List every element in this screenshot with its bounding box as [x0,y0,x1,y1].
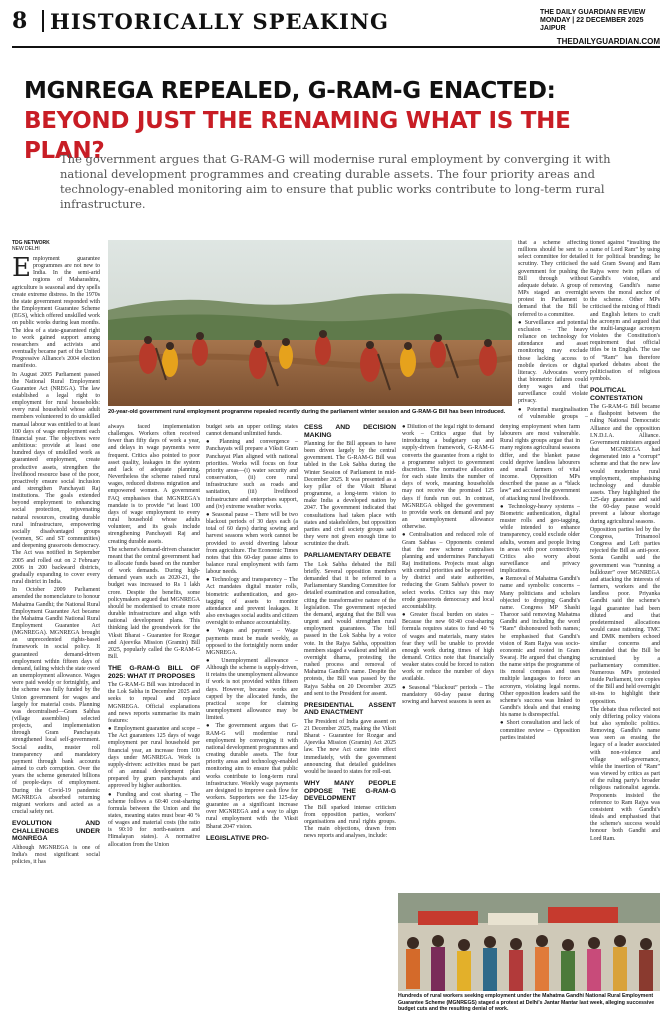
col6-p1: denying employment when farm labourers are most vulnerable. Rural rights groups argue that in many regions agricultural seasons differ, and the blanket pause could deprive landless labourers and small farmers of vital income. Opposition MPs described the pause as a “black law” and accused the government of attacking rural livelihoods. [500,424,580,502]
headline-red: BEYOND JUST THE RENAMING WHAT IS THE PLAN? [24,108,571,164]
col4-subhead-4: WHY MANY PEOPLE OPPOSE THE G-RAM-G DEVELOPMENT [304,780,396,803]
protest-crowd-photo [398,893,660,991]
col2-p2: The scheme's demand-driven character meant that the central government had to allocate funds based on the number of work demands. During high-demand years such as 2020-21, the budget was increased to Rs 1 lakh crore. Despite the benefits, some policymakers argued that MGNREGA should be modernised to create more durable infrastructure and align with national development plans. This thinking laid the groundwork for the Viksit Bharat - Guarantee for Rozgar and Ajeevika Mission (Gramin) Bill 2025, popularly called the G-RAM-G Bill. [108,546,200,660]
column-7-text [518,240,588,420]
col7-p3: ● Potential marginalisation of vulnerable groups – [518,406,588,420]
issue-date: MONDAY | 22 DECEMBER 2025 [540,17,644,24]
col4-p1: Planning for the Bill appears to have been driven largely by the central government. The G-RAM-G Bill was tabled in the Lok Sabha during the Winter Session of Parliament in mid-December 2025. It was presented as a key pillar of the Viksit Bharat programme, a long-term vision to make India a developed nation by 2047. The government indicated that consultations had taken place with states and stakeholders, but opposition parties and civil society groups said they were not given enough time to scrutinize the draft. [304,441,396,548]
col7-p1: that a scheme affecting millions should be sent to a select committee for detailed scrutiny. They criticised the government for pushing the Bill through without adequate debate. A group of MPs staged an overnight protest in Parliament to demand that the Bill be referred to a committee. [518,240,588,318]
byline [12,240,100,252]
col1-subhead: EVOLUTION AND CHALLENGES UNDER MGNREGA [12,820,100,843]
col4-subhead-1: CESS AND DECISION MAKING [304,424,396,439]
page-number: 8 [12,8,28,34]
col8-p2: The G-RAM-G Bill became a flashpoint between the ruling National Democratic Alliance and the opposition I.N.D.I.A. Alliance. Government ministers argued that MGNREGA had degenerated into a “corrupt” scheme and that the new law would modernise rural employment, emphasising technology and durable assets. They highlighted the 125-day guarantee and said the 60-day pause would prevent a labour shortage during agricultural seasons. [590,404,660,525]
byline-place: NEW DELHI [12,246,40,252]
col5-p2: ● Centralisation and reduced role of Gram Sabhas – Opponents contend that the new scheme centralises planning and undermines Panchayati Raj institutions. Projects must align with central priorities and be approved by district and state authorities, reducing the Gram Sabha's power to select works. Critics say this may erode grassroots democracy and local accountability. [402,532,494,610]
column-5 [402,424,494,888]
col4-subhead-3: PRESIDENTIAL ASSENT AND ENACTMENT [304,701,396,717]
col4-subhead-2: PARLIAMENTARY DEBATE [304,552,391,560]
col6-p3: ● Removal of Mahatma Gandhi's name and symbolic concerns – Many politicians and scholars objected to dropping Gandhi's name. Congress MP Shashi Tharoor said removing Mahatma Gandhi and including the word “Ram” dishonoured both names; he emphasised that Gandhi's vision of Ram Rajya was socio-economic and rooted in Gram Swaraj. He argued that changing the name strips the programme of its moral compass and uses multiple languages to force an acronym, violating legal norms. Other opposition leaders said the scheme's success was linked to Gandhi's ideals and that erasing his name is disrespectful. [500,576,580,719]
photo-caption: 20-year-old government rural employment programme repealed recently during the parliament winter session and G-RAM-G Bill has been introduced. [108,409,506,415]
col6-p4: ● Short consultation and lack of committee review – Opposition parties insisted [500,720,580,741]
col2-p3: The G-RAM-G Bill was introduced in the Lok Sabha in December 2025 and seeks to repeal and replace MGNREGA. Official explanations and news reports summarise its main features: [108,682,200,724]
header-rule [12,46,660,48]
col1-p4: Although MGNREGA is one of India's most significant social policies, it has [12,844,100,865]
col5-p1: ● Dilution of the legal right to demand work – Critics argue that by introducing a budgetary cap and supply-driven framework, G-RAM-G converts the guarantee from a right to a programme subject to government discretion. The normative allocation for each state limits the number of days of work, meaning households may not receive the promised 125 days if funds run out. In contrast, MGNREGA obliged the government to provide work on demand and pay an unemployment allowance otherwise. [402,424,494,531]
paper-info [540,9,660,33]
col3-p5: ● Wages and payment – Wage payments must be made weekly, as opposed to the fortnightly norm under MGNREGA. [206,628,298,656]
col3-p4: ● Technology and transparency – The Act mandates digital muster rolls, biometric authentication, and geo-tagging of assets to monitor attendance and prevent leakages. It also envisages social audits and citizen oversight to enhance accountability. [206,577,298,627]
col6-p2: ● Technology-heavy systems – Biometric authentication, digital muster rolls and geo-tagging, while intended to enhance transparency, could exclude older adults, women and people living in areas with poor connectivity. Critics also worry about surveillance and privacy implications. [500,503,580,575]
col1-p1: Employment guarantee programmes are not new to India. In the semi-arid regions of Maharashtra, agriculture is seasonal and dry spells create extreme distress. In the 1970s the state government responded with the Employment Guarantee Scheme (EGS), which offered unskilled work on public works during lean months. The idea of a state-guaranteed right to work gained support among researchers and activists and eventually became part of the United Progressive Alliance's 2004 election manifesto. [12,256,100,370]
column-6 [500,424,580,888]
workers-field-photo [108,240,512,406]
col4-p3: The President of India gave assent on 21 December 2025, making the Viksit Bharat - Guarantee for Rozgar and Ajeevika Mission (Gramin) Act 2025 law. The new Act came into effect immediately, with the government announcing that detailed guidelines would be issued to states for roll-out. [304,718,396,775]
column-4 [304,424,396,1016]
col3-p7: ● The government argues that G-RAM-G will modernise rural employment by converging it with national development programmes and creating durable assets. The four priority areas and technology-enabled monitoring aim to ensure that public works contribute to long-term rural infrastructure. Weekly wage payments are designed to improve cash flow for workers. Supporters see the 125-day guarantee as a significant increase over MGNREGA and a way to align rural employment with the Viksit Bharat 2047 vision. [206,723,298,830]
byline-name: TDG NETWORK [12,240,50,246]
col3-p1: budget sets an upper ceiling; states cannot demand unlimited funds. [206,424,298,438]
col8-p3: Opposition parties led by the Congress, Trinamool Congress and Left parties rejected the Bill as anti-poor. Sonia Gandhi said the government was “running a bulldozer” over MGNREGA and attacking the interests of farmers, workers and the landless poor. Priyanka Gandhi said the scheme's legal guarantee had been diluted and that predetermined allocations would cause rationing. TMC and DMK members echoed similar concerns and demanded that the Bill be scrutinised by a parliamentary committee. Numerous MPs protested inside Parliament, tore copies of the Bill and held overnight sit-ins to highlight their opposition. [590,526,660,705]
section-title: HISTORICALLY SPEAKING [50,8,389,34]
col3-p3: ● Seasonal pause – There will be two blackout periods of 30 days each (a total of 60 days) during sowing and harvest seasons when work cannot be provided to avoid diverting labour from agriculture. The Economic Times notes that this 60-day pause aims to balance rural employment with farm labour needs. [206,511,298,576]
col3-p6: ● Unemployment allowance – Although the scheme is supply-driven, it retains the unemployment allowance if work is not provided within fifteen days. However, because works are capped by the allocated funds, the practical scope for claiming unemployment allowance may be limited. [206,658,298,722]
masthead [12,8,660,34]
col1-p3: In October 2009 Parliament amended the nomenclature to honour Mahatma Gandhi; the National Rural Employment Guarantee Act became the Mahatma Gandhi National Rural Employment Guarantee Act (MGNREGA). MGNREGA brought an unprecedented rights-based framework in social policy. It guaranteed demand-driven employment within fifteen days of demand, failing which the state owed an unemployment allowance. Wages were paid weekly or fortnightly, and the scheme was fully funded by the Union government for wages and largely for material costs. Planning was decentralised—Gram Sabhas (village assemblies) selected projects, and implementation through Gram Panchayats strengthened local self-government. Social audits, muster roll transparency and mandatory payment through bank accounts aimed to curb corruption. Over the years the scheme generated billions of people-days of employment. During the Covid-19 pandemic MGNREGA absorbed returning migrant workers and acted as a crucial safety net. [12,587,100,816]
col3-subhead: LEGISLATIVE PRO- [206,834,269,842]
masthead-divider [42,10,44,32]
column-2 [108,424,200,1016]
col5-p4: ● Seasonal “blackout” periods – The mandatory 60-day pause during sowing and harvest seasons is seen as [402,684,494,705]
col2-p1: always faced implementation challenges. Workers often received fewer than fifty days of work a year, and delays in wage payments were frequent. Critics also pointed to poor asset quality, leakages in the system and lack of adequate planning. Nevertheless the scheme raised rural wages, reduced distress migration and empowered women. A government FAQ emphasises that MGNREGA's mandate is to provide “at least 100 days of wage employment to every rural household whose adults volunteer, and its goals include strengthening Panchayati Raj and creating durable assets. [108,424,200,545]
standfirst: The government argues that G-RAM-G will modernise rural employment by converging it with national development programmes and creating durable assets. The four priority areas and technology-enabled monitoring aim to ensure that public works contribute to long-term rural infrastructure. [60,152,611,211]
headline-black: MGNREGA REPEALED, G-RAM-G ENACTED: [24,78,556,104]
col2-p4: ● Employment guarantee and scope – The Act guarantees 125 days of wage employment per rural household per financial year, an increase from 100 days under MGNREGA. Work is supply-driven: activities must be part of an annual development plan prepared by gram panchayats and approved by higher authorities. [108,726,200,790]
protest-photo-caption: Hundreds of rural workers seeking employment under the Mahatma Gandhi National Rural Employment Guarantee Scheme (MGNREGS) staged a protest at Delhi's Jantar Mantar last week, alleging successive budget cuts and the resulting denial of work. [398,993,655,1012]
col1-p2: In August 2005 Parliament passed the National Rural Employment Guarantee Act (NREGA). The law established a legal right to employment for rural households: every rural household whose adult members volunteered to do unskilled manual labour was entitled to at least 100 days of wage employment each financial year. The objectives were ambitious: provide at least one hundred days of unskilled work as guaranteed employment, create productive assets, strengthen the livelihood resource base of the poor, proactively ensure social inclusion and strengthen Panchayati Raj institutions. The goals extended beyond employment to enhancing social protection, rejuvenating natural resources, creating durable rural infrastructure, empowering socially disadvantaged groups (women, SC and ST communities) and deepening grassroots democracy. The Act was notified in September 2005 and rolled out on 2 February 2006 in 200 backward districts, gradually expanding to cover every rural district in India. [12,371,100,586]
col8-p1: tioned against “insulting the name of Lord Ram” by using it for political branding; he said Gram Swaraj and Ram Rajya were twin pillars of Gandhi's vision, and removing Gandhi's name severs the moral anchor of the scheme. Other MPs criticised the mixing of Hindi and English letters to craft the acronym and argued that the multi-language acronym violates the Constitution's requirement that official titles be in English. The use of “Ram” has therefore sparked debates about the politicisation of religious symbols. [590,240,660,382]
column-8 [590,240,660,888]
col5-p3: ● Greater fiscal burden on states – Because the new 60:40 cost-sharing formula requires states to fund 40 % of wages and materials, many states fear they will be unable to provide enough work during times of high demand. Critics note that financially weaker states could be forced to ration work or reduce the number of days available. [402,612,494,683]
drop-cap: E [12,256,31,283]
col4-p4: The Bill sparked intense criticism from opposition parties, workers' organisations and rural rights groups. The main objections, drawn from news reports and analyses, include: [304,804,396,840]
column-3 [206,424,298,1016]
col2-p5: ● Funding and cost sharing – The scheme follows a 60:40 cost-sharing formula between the Union and the states, meaning states must bear 40 % of wages and material costs (the ratio is 90:10 for north-eastern and Himalayan states). A normative allocation from the Union [108,791,200,848]
col3-p2: ● Planning and convergence – Panchayats will prepare a Viksit Gram Panchayat Plan aligned with national priorities. Works will focus on four priority areas—(i) water security and conservation, (ii) core rural infrastructure such as roads and sanitation, (iii) livelihood infrastructure and enterprises support, and (iv) extreme weather works. [206,439,298,510]
main-photo [108,240,512,406]
city: JAIPUR [540,25,566,32]
col8-p4: The debate thus reflected not only differing policy visions but also symbolic politics. Removing Gandhi's name was seen as erasing the legacy of a leader associated with non-violence and village self-governance, while the insertion of “Ram” was viewed by critics as part of the ruling party's broader religious nationalist agenda. Proponents insisted the reference to Ram Rajya was consistent with Gandhi's ideals and emphasised that the scheme's success would honour both Gandhi and Lord Ram. [590,706,660,842]
paper-name: THE DAILY GUARDIAN REVIEW [540,9,646,16]
col8-subhead: POLITICAL CONTESTATION [590,387,643,402]
protest-photo [398,893,660,991]
column-1 [12,256,100,1016]
website-link[interactable]: THEDAILYGUARDIAN.COM [556,37,660,46]
col4-p2: The Lok Sabha debated the Bill briefly. Several opposition members demanded that it be referred to a Parliamentary Standing Committee for detailed examination and consultation, citing the transformative nature of the legislation. The government rejected the demand, arguing that the Bill was urgent and would strengthen rural employment guarantees. The bill passed in the Lok Sabha by a voice vote. In the Rajya Sabha, opposition members staged a walkout and held an overnight dharna, protesting the rushed process and removal of Mahatma Gandhi's name. Despite the protests, the Bill was passed by the Rajya Sabha on 20 December 2025 and sent to the President for assent. [304,561,396,697]
col2-subhead: THE G-RAM-G BILL OF 2025: WHAT IT PROPOSES [108,665,200,680]
col7-p2: ● Surveillance and potential exclusion – The heavy reliance on technology for attendance and asset monitoring may exclude those lacking access to mobile devices or digital literacy. Advocates worry that biometric failures could deny wages and that surveillance could violate privacy. [518,319,588,405]
